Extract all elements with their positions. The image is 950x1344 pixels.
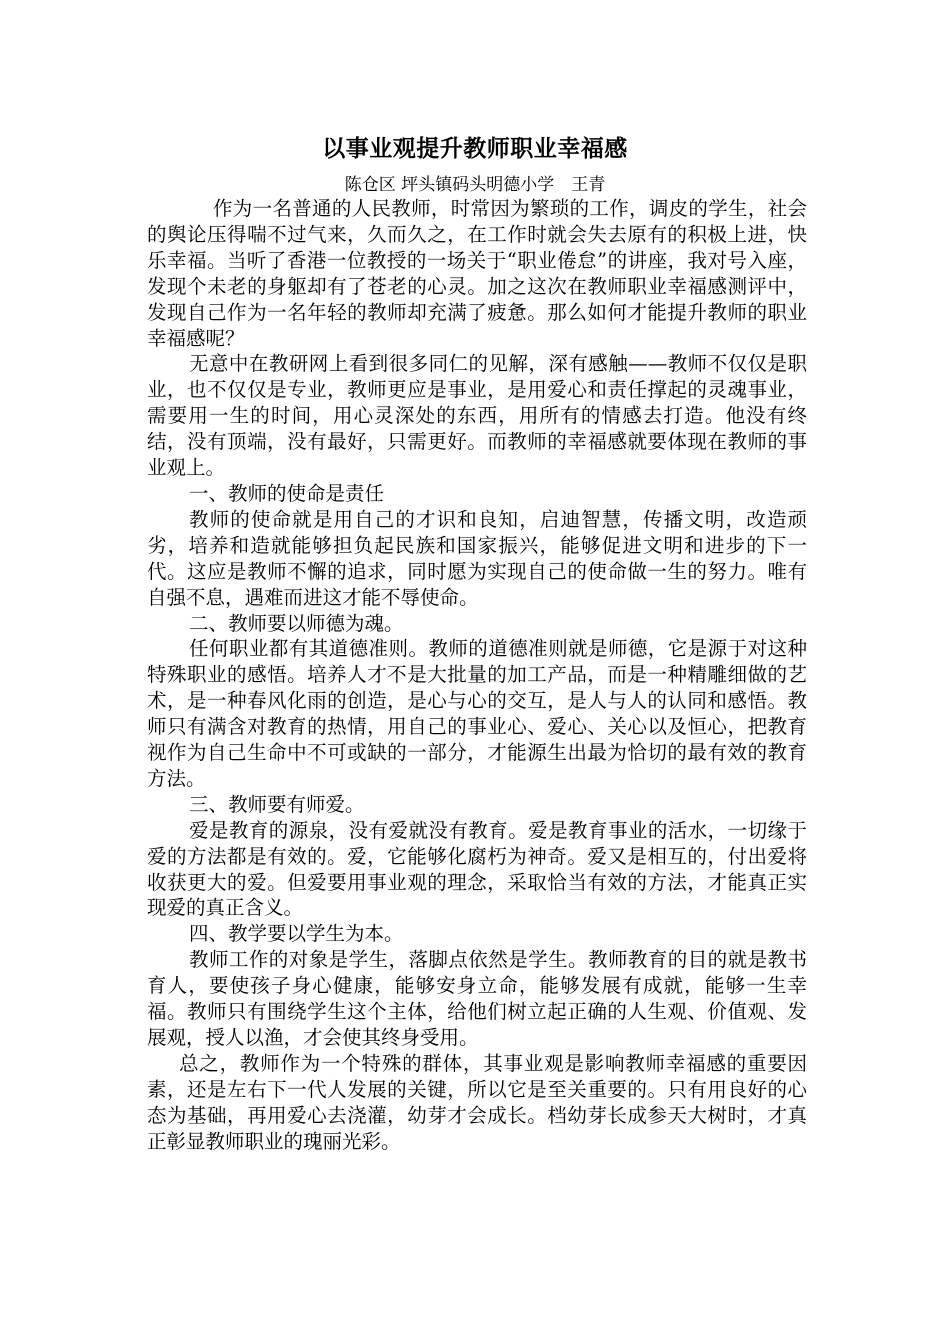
section-heading-love: 三、教师要有师爱。 [189,792,365,816]
author-byline: 陈仓区 坪头镇码头明德小学 王青 [344,175,606,195]
document-title: 以事业观提升教师职业幸福感 [322,136,628,162]
paragraph-intro: 作为一名普通的人民教师，时常因为繁琐的工作，调皮的学生，社会的舆论压得喘不过气来，久而久之，在工作时就会失去原有的积极上进，快乐幸福。当听了香港一位教授的一场关于“职业倦怠”的讲座，我对号入座，发现个未老的身躯却有了苍老的心灵。加之这次在教师职业幸福感测评中，发现自己作为一名年轻的教师却充满了疲惫。那么如何才能提升教师的职业幸福感呢？ [147,197,807,350]
paragraph-insight: 无意中在教研网上看到很多同仁的见解，深有感触——教师不仅仅是职业，也不仅仅是专业，教师更应是事业，是用爱心和责任撑起的灵魂事业，需要用一生的时间，用心灵深处的东西，用所有的情感去打造。他没有终结，没有顶端，没有最好，只需更好。而教师的幸福感就要体现在教师的事业观上。 [147,352,807,480]
paragraph-ethics: 任何职业都有其道德准则。教师的道德准则就是师德，它是源于对这种特殊职业的感悟。培养人才不是大批量的加工产品，而是一种精雕细做的艺术，是一种春风化雨的创造，是心与心的交互，是人与人的认同和感悟。教师只有满含对教育的热情，用自己的事业心、爱心、关心以及恒心，把教育视作为自己生命中不可或缺的一部分，才能源生出最为恰切的最有效的教育方法。 [147,637,807,790]
section-heading-students: 四、教学要以学生为本。 [189,922,404,946]
section-heading-mission: 一、教师的使命是责任 [189,481,385,505]
document-body [147,196,807,1155]
paragraph-mission: 教师的使命就是用自己的才识和良知，启迪智慧，传播文明，改造顽劣，培养和造就能够担负起民族和国家振兴，能够促进文明和进步的下一代。这应是教师不懈的追求，同时愿为实现自己的使命做一生的努力。唯有自强不息，遇难而进这才能不辱使命。 [147,507,807,609]
paragraph-love: 爱是教育的源泉，没有爱就没有教育。爱是教育事业的活水，一切缘于爱的方法都是有效的。爱，它能够化腐朽为神奇。爱又是相互的，付出爱将收获更大的爱。但爱要用事业观的理念，采取恰当有效的方法，才能真正实现爱的真正含义。 [147,818,807,920]
paragraph-students: 教师工作的对象是学生，落脚点依然是学生。教师教育的目的就是教书育人，要使孩子身心健康，能够安身立命，能够发展有成就，能够一生幸福。教师只有围绕学生这个主体，给他们树立起正确的人生观、价值观、发展观，授人以渔，才会使其终身受用。 [147,948,807,1049]
section-heading-ethics: 二、教师要以师德为魂。 [189,611,404,635]
paragraph-conclusion: 总之，教师作为一个特殊的群体，其事业观是影响教师幸福感的重要因素，还是左右下一代人发展的关键，所以它是至关重要的。只有用良好的心态为基础，再用爱心去浇灌，幼芽才会成长。档幼芽长成参天大树时，才真正彰显教师职业的瑰丽光彩。 [147,1051,807,1153]
